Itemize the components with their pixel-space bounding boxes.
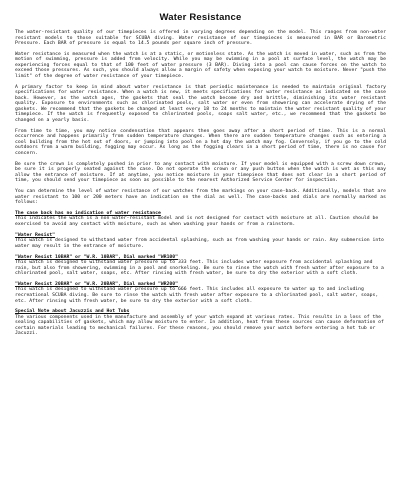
section-body: This watch is designed to withstand water pressure up to 666 feet. This includes all exposure to water up to and including recreational SCUBA diving. Be sure to rinse the watch with fresh water after exposure to a chlorinated pool, salt water, soaps, etc. After rinsing with fresh water, be sure to dry the exterior with a soft cloth. [15, 287, 379, 304]
page-title: Water Resistance [159, 12, 242, 23]
section-heading: The case back has no indication of water resistance [15, 210, 161, 216]
section-heading: "Water Resist 10BAR" or "W.R. 10BAR", Dial marked "WR100" [15, 254, 179, 260]
section-body: This indicates the watch is a non water-resistant model and is not designed for contact with moisture at all. Caution should be exercised to avoid any contact with moisture, such as when washing your hands or from a rainstorm. [15, 216, 379, 227]
section-heading: Special Note about Jacuzzis and Hot Tubs [15, 309, 130, 315]
section-heading: "Water Resist 20BAR" or "W.R. 20BAR", Dial marked "WR200" [15, 281, 179, 287]
section-20bar [15, 282, 386, 304]
section-body: This watch is designed to withstand water from accidental splashing, such as from washing your hands or rain. Any submersion into water may result in the entrance of moisture. [15, 238, 384, 249]
section-body: This watch is designed to withstand water pressure up to 333 feet. This includes water exposure from accidental splashing and rain, but also from showering, swimming in a pool and snorkeling. Be sure to rinse the watch with fresh water after exposure to a chlorinated pool, salt water, soaps, etc. After rinsing with fresh water, be sure to dry the exterior with a soft cloth. [15, 260, 384, 277]
section-jacuzzi-note [15, 309, 386, 337]
section-water-resist [15, 233, 386, 250]
paragraph-crown: Be sure the crown is completely pushed in prior to any contact with moisture. If your model is equipped with a screw down crown, be sure it is properly seated against the case. Do not operate the crown or any push button when the watch is wet as this may allow the entrance of moisture. If at anytime, you notice moisture in your timepiece that does not clear in a short period of time, you should send your timepiece as soon as possible to the nearest Authorized Service Center for inspection. [15, 161, 386, 184]
section-body: The various components used in the manufacture and assembly of your watch expand at various rates. This results in a loss of the sealing capabilities of gaskets, which may allow moisture to enter. In addition, heat from these sources can cause deformation of certain materials leading to mechanical failures. For these reasons, you should remove your watch before entering a hot tub or Jacuzzi. [15, 314, 384, 337]
section-10bar [15, 255, 386, 277]
paragraph-intro: The water-resistant quality of our timepieces is offered in varying degrees depending on the model. This ranges from non-water resistant models to those suitable for SCUBA diving. Water resistance of our timepieces is measured in BAR or Barometric Pressure. Each BAR of pressure is equal to 14.5 pounds per square inch of pressure. [15, 30, 386, 47]
paragraph-condensation: From time to time, you may notice condensation that appears then goes away after a short period of time. This is a normal occurrence and happens primarily from sudden temperature changes. When there are sudden temperature changes such as entering a cool building from the hot out of doors, or jumping into pool on a hot day the watch may fog. Conversely, if you go to the cold outdoors from a warm building, fogging may occur. As long as the fogging clears in a short period of time, there is no cause for concern. [15, 128, 386, 156]
paragraph-maintenance: A primary factor to keep in mind about water resistance is that periodic maintenance is needed to maintain original factory specifications for water resistance. When a watch is new, it meets specifications for water resistance as indicated on the case back. However, as the watch ages, the gaskets that seal the watch become dry and brittle, diminishing its water resistant quality. Exposure to environments such as chlorinated pools, salt water or even from showering can accelerate drying of the gaskets. We recommend that the gaskets be changed at least every 18 to 24 months to maintain the water resistant quality of your timepiece. If the watch is frequently exposed to chlorinated pools, soaps salt water, etc., we recommend that the gaskets be changed on a yearly basis. [15, 84, 386, 124]
section-no-indication [15, 211, 386, 228]
section-heading: "Water Resist" [15, 232, 56, 238]
paragraph-markings: You can determine the level of water resistance of our watches from the markings on your case-back. Additionally, models that are water resistant to 100 or 200 meters have an indication on the dial as well. The case-backs and dials are normally marked as follows: [15, 189, 386, 206]
paragraph-static-pressure: Water resistance is measured when the watch is at a static, or motionless state. As the watch is moved in water, such as from the motion of swimming, pressure is added from velocity. While you may be swimming in a pool at surface level, the watch may be experiencing forces equal to that of 100 feet of water pressure (3 BAR). Diving into a pool can cause forces on the watch to exceed those pressures. As such, you should always allow a margin of safety when exposing your watch to moisture. Never "push the limit" of the degree of water resistance of your timepiece. [15, 51, 386, 80]
